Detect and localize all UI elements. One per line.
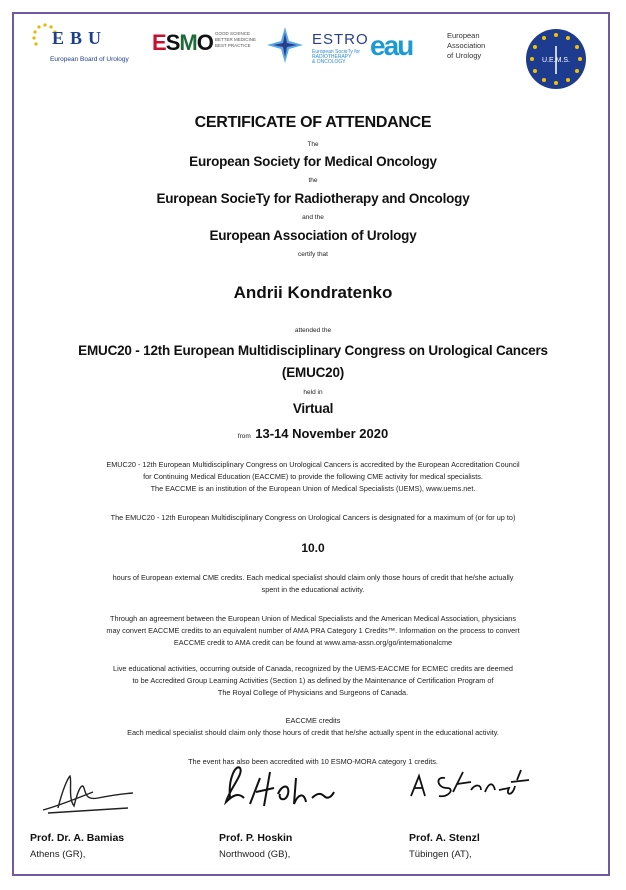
- signatory-1-city: Athens (GR),: [30, 849, 86, 860]
- held-in-label: held in: [303, 389, 323, 396]
- signatory-2-name: Prof. P. Hoskin: [219, 832, 293, 844]
- claim-line-1: hours of European external CME credits. Each medical specialist should claim only those hours of credit that he/she actually: [112, 573, 514, 582]
- event-dates-line: [30, 425, 596, 443]
- accreditation-paragraph: [30, 459, 596, 495]
- esmo-letter-e: E: [152, 30, 166, 55]
- signatory-3-city: Tübingen (AT),: [409, 849, 472, 860]
- signature-hoskin: [220, 758, 340, 813]
- esmo-letter-s: S: [165, 30, 180, 55]
- signature-bamias: [38, 768, 138, 818]
- accreditation-line-1: EMUC20 - 12th European Multidisciplinary Congress on Urological Cancers is accredited by the European Accreditation Council: [106, 460, 520, 469]
- ama-line-1: Through an agreement between the European Union of Medical Specialists and the American Medical Association, physicians: [109, 614, 517, 623]
- accreditation-line-2: for Continuing Medical Education (EACCME) to provide the following CME activity for medical specialists.: [143, 472, 483, 481]
- attendee-name: Andrii Kondratenko: [233, 283, 393, 302]
- event-location: Virtual: [292, 401, 334, 416]
- uems-seal-text: U.E.M.S.: [541, 57, 571, 64]
- ebu-logo-text: EBU: [52, 28, 108, 48]
- certify-label: certify that: [298, 251, 328, 258]
- estro-logo-text: ESTRO: [312, 31, 369, 48]
- eau-logo-text: European Association of Urology: [447, 31, 486, 60]
- designation-paragraph: The EMUC20 - 12th European Multidisciplinary Congress on Urological Cancers is designated for a maximum of (or for up to): [110, 513, 516, 522]
- canada-line-2: to be Accredited Group Learning Activities (Section 1) as defined by the Maintenance of Certification Program of: [132, 676, 494, 685]
- signature-stenzl: [405, 762, 535, 802]
- signatory-2-city: Northwood (GB),: [219, 849, 291, 860]
- claim-paragraph: [30, 572, 596, 596]
- esmo-logo: [152, 30, 213, 56]
- the-label-2: the: [308, 177, 318, 184]
- attended-label: attended the: [294, 327, 332, 334]
- credit-hours: 10.0: [301, 541, 325, 555]
- ama-line-2: may convert EACCME credits to an equivalent number of AMA PRA Category 1 Credits™. Information on the process to convert: [106, 626, 520, 635]
- accreditation-line-3: The EACCME is an institution of the European Union of Medical Specialists (UEMS), www.uems.net.: [150, 484, 476, 493]
- eau-logo-mark: eau: [370, 30, 413, 61]
- signatory-3-name: Prof. A. Stenzl: [409, 832, 480, 844]
- eaccme-paragraph: [30, 715, 596, 739]
- esmo-letter-o: O: [196, 30, 213, 55]
- uems-seal-icon: [525, 28, 587, 90]
- estro-subtitle: European SocieTy for RADIOTHERAPY & ONCOLOGY: [312, 49, 361, 65]
- eaccme-line-2: Each medical specialist should claim only those hours of credit that he/she actually spent in the educational activity.: [127, 728, 499, 737]
- canada-paragraph: [30, 663, 596, 699]
- certificate-title: CERTIFICATE OF ATTENDANCE: [194, 114, 432, 131]
- ama-line-3: EACCME credit to AMA credit can be found at www.ama-assn.org/go/internationalcme: [173, 638, 453, 647]
- ebu-subtitle: European Board of Urology: [50, 56, 129, 63]
- canada-line-1: Live educational activities, occurring outside of Canada, recognized by the UEMS-EACCME for ECMEC credits are deemed: [113, 664, 513, 673]
- org-eau: European Association of Urology: [209, 228, 417, 243]
- esmo-mora-paragraph: The event has also been accredited with 10 ESMO-MORA category 1 credits.: [188, 757, 438, 766]
- esmo-letter-m: M: [179, 30, 197, 55]
- from-label: from: [237, 433, 251, 440]
- esmo-tagline: GOOD SCIENCE BETTER MEDICINE BEST PRACTICE: [215, 31, 257, 48]
- estro-star-icon: [265, 25, 305, 65]
- event-acronym: (EMUC20): [281, 365, 345, 380]
- header-logos: [0, 0, 626, 100]
- event-dates: 13-14 November 2020: [255, 426, 389, 441]
- and-the-label: and the: [302, 214, 324, 221]
- eaccme-line-1: EACCME credits: [285, 716, 341, 725]
- org-esmo: European Society for Medical Oncology: [189, 154, 437, 169]
- org-estro: European SocieTy for Radiotherapy and Oncology: [156, 191, 470, 206]
- the-label: The: [307, 141, 319, 148]
- canada-line-3: The Royal College of Physicians and Surgeons of Canada.: [217, 688, 409, 697]
- claim-line-2: spent in the educational activity.: [261, 585, 365, 594]
- signatory-1-name: Prof. Dr. A. Bamias: [30, 832, 125, 844]
- event-name: EMUC20 - 12th European Multidisciplinary Congress on Urological Cancers: [78, 343, 548, 358]
- ama-paragraph: [30, 613, 596, 649]
